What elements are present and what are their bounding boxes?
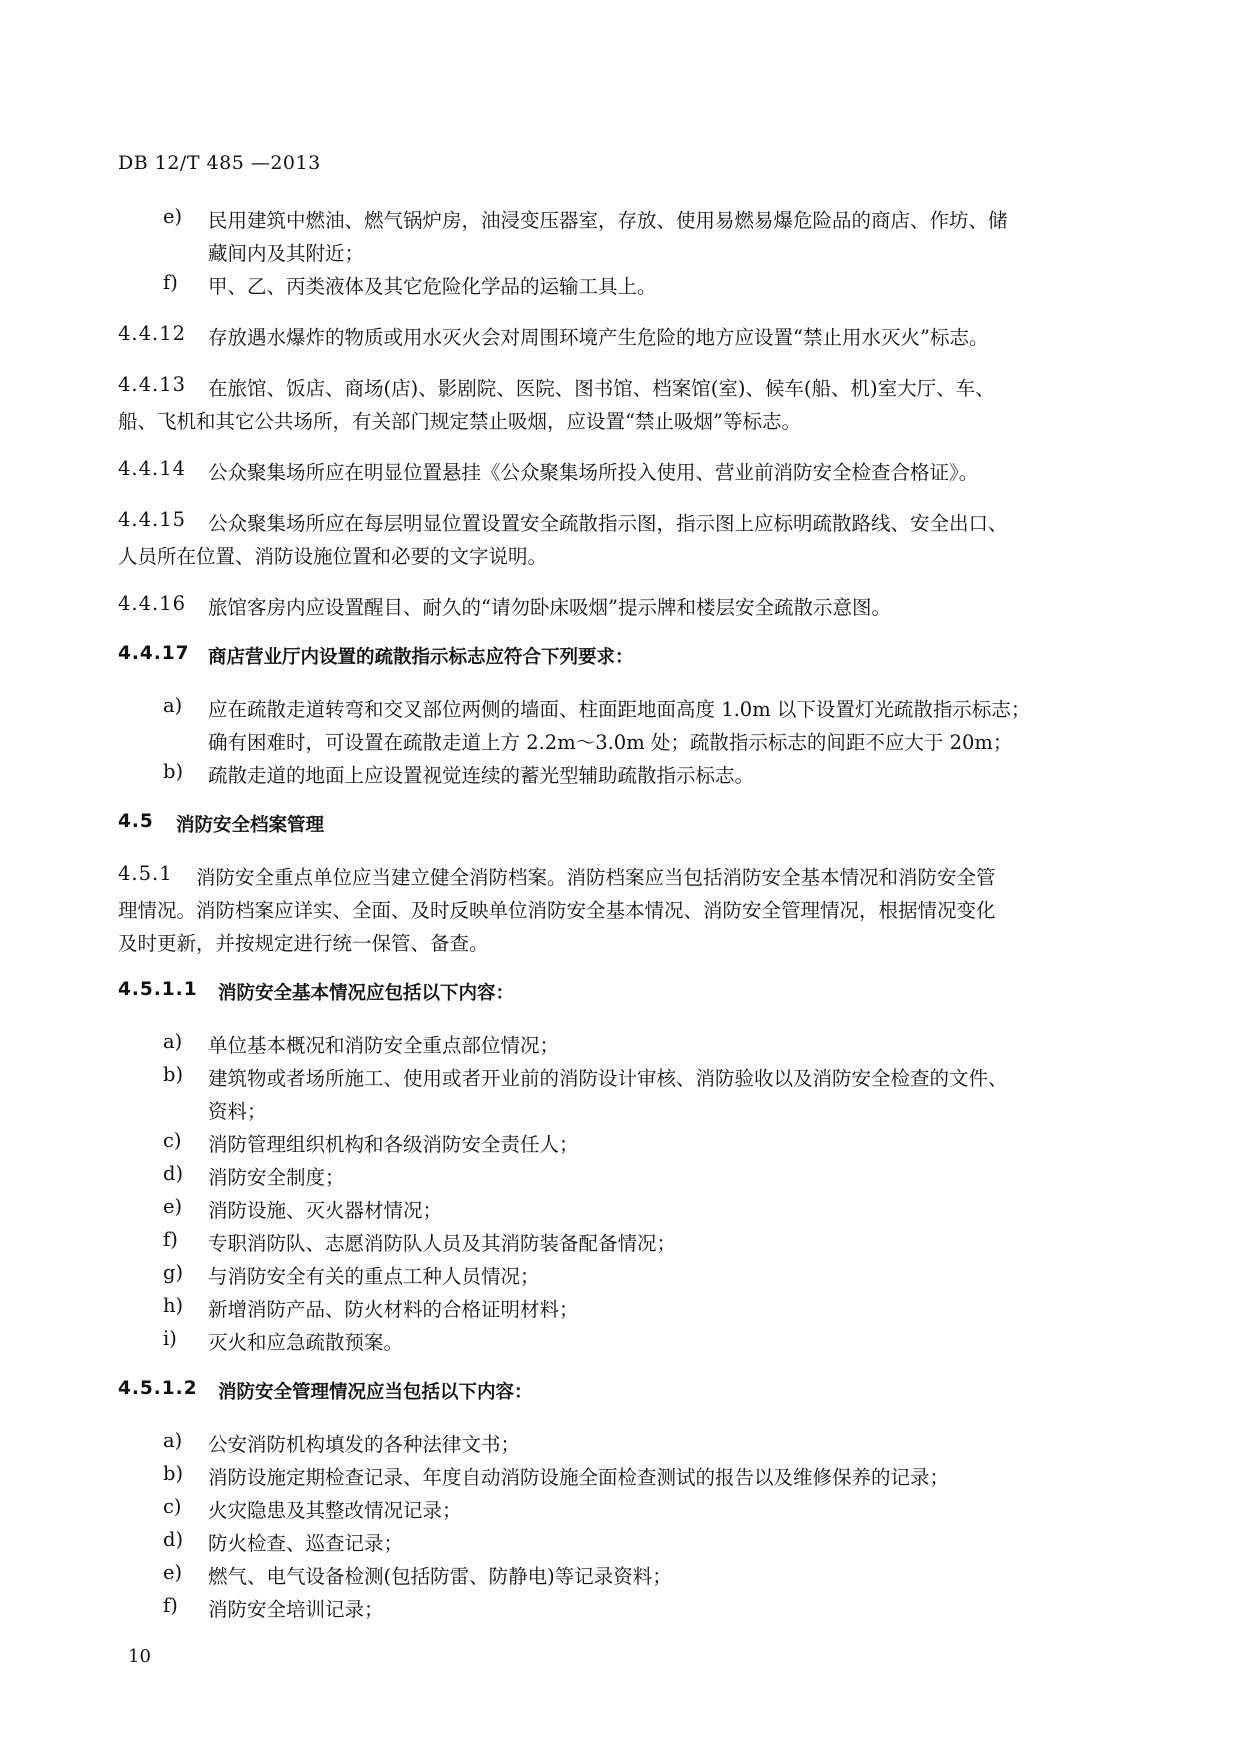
document-id-header: DB 12/T 485 —2013: [118, 152, 321, 174]
list-item-letter: c): [163, 1129, 182, 1152]
clause-text: 在旅馆、饭店、商场(店)、影剧院、医院、图书馆、档案馆(室)、候车(船、机)室大厅、车、: [208, 377, 995, 400]
clause-number: 4.5.1.2: [118, 1378, 198, 1399]
clause-number: 4.4.13: [118, 373, 187, 396]
clause-number: 4.5.1: [118, 862, 173, 885]
clause-text: 消防安全管理情况应当包括以下内容：: [218, 1382, 533, 1403]
clause-text-cont: 理情况。消防档案应详实、全面、及时反映单位消防安全基本情况、消防安全管理情况，根据情况变化: [118, 899, 996, 922]
list-item-text: 应在疏散走道转弯和交叉部位两侧的墙面、柱面距地面高度 1.0m 以下设置灯光疏散指示标志；: [208, 698, 1031, 721]
list-item-text: 消防管理组织机构和各级消防安全责任人；: [208, 1133, 579, 1156]
list-item-letter: b): [163, 760, 184, 783]
list-item-letter: f): [163, 1594, 178, 1617]
list-item-text-cont: 藏间内及其附近；: [208, 242, 365, 265]
list-item-text-cont: 确有困难时，可设置在疏散走道上方 2.2m～3.0m 处；疏散指示标志的间距不应大于 20m；: [208, 731, 1013, 754]
list-item-text: 消防设施定期检查记录、年度自动消防设施全面检查测试的报告以及维修保养的记录；: [208, 1466, 950, 1489]
clause-number: 4.4.12: [118, 322, 187, 345]
list-item-text: 火灾隐患及其整改情况记录；: [208, 1499, 462, 1522]
list-item-letter: b): [163, 1462, 184, 1485]
list-item-letter: e): [163, 205, 183, 228]
list-item-letter: f): [163, 1228, 178, 1251]
list-item-letter: b): [163, 1063, 184, 1086]
list-item-letter: c): [163, 1495, 182, 1518]
clause-number: 4.4.16: [118, 592, 187, 615]
list-item-text: 新增消防产品、防火材料的合格证明材料；: [208, 1298, 579, 1321]
list-item-letter: a): [163, 1429, 183, 1452]
list-item-text: 甲、乙、丙类液体及其它危险化学品的运输工具上。: [208, 275, 657, 298]
list-item-letter: h): [163, 1294, 184, 1317]
list-item-text: 与消防安全有关的重点工种人员情况；: [208, 1265, 540, 1288]
list-item-letter: g): [163, 1261, 184, 1284]
clause-text: 商店营业厅内设置的疏散指示标志应符合下列要求：: [208, 647, 634, 668]
list-item-text: 燃气、电气设备检测(包括防雷、防静电)等记录资料；: [208, 1565, 672, 1588]
clause-text-cont: 船、飞机和其它公共场所，有关部门规定禁止吸烟，应设置“禁止吸烟”等标志。: [118, 410, 801, 433]
list-item-letter: d): [163, 1162, 184, 1185]
list-item-text: 防火检查、巡查记录；: [208, 1532, 404, 1555]
clause-text-cont: 及时更新，并按规定进行统一保管、备查。: [118, 932, 489, 955]
clause-number: 4.4.14: [118, 457, 187, 480]
clause-number: 4.4.15: [118, 508, 187, 531]
clause-text: 旅馆客房内应设置醒目、耐久的“请勿卧床吸烟”提示牌和楼层安全疏散示意图。: [208, 596, 891, 619]
list-item-text: 灭火和应急疏散预案。: [208, 1331, 404, 1354]
list-item-text: 专职消防队、志愿消防队人员及其消防装备配备情况；: [208, 1232, 677, 1255]
list-item-text: 疏散走道的地面上应设置视觉连续的蓄光型辅助疏散指示标志。: [208, 764, 755, 787]
clause-text: 消防安全重点单位应当建立健全消防档案。消防档案应当包括消防安全基本情况和消防安全管: [196, 866, 996, 889]
page-number: 10: [128, 1646, 151, 1667]
list-item-letter: a): [163, 1030, 183, 1053]
list-item-text: 单位基本概况和消防安全重点部位情况；: [208, 1034, 560, 1057]
clause-number: 4.5.1.1: [118, 979, 198, 1000]
section-number: 4.5: [118, 811, 154, 832]
list-item-text: 民用建筑中燃油、燃气锅炉房，油浸变压器室，存放、使用易燃易爆危险品的商店、作坊、储: [208, 209, 1008, 232]
clause-number: 4.4.17: [118, 643, 190, 664]
clause-text: 公众聚集场所应在明显位置悬挂《公众聚集场所投入使用、营业前消防安全检查合格证》。: [208, 461, 979, 484]
list-item-letter: e): [163, 1195, 183, 1218]
clause-text: 存放遇水爆炸的物质或用水灭火会对周围环境产生危险的地方应设置“禁止用水灭火”标志。: [208, 326, 989, 349]
list-item-letter: f): [163, 271, 178, 294]
list-item-text: 消防设施、灭火器材情况；: [208, 1199, 443, 1222]
list-item-letter: a): [163, 694, 183, 717]
list-item-text: 建筑物或者场所施工、使用或者开业前的消防设计审核、消防验收以及消防安全检查的文件、: [208, 1067, 1008, 1090]
list-item-text: 消防安全培训记录；: [208, 1598, 384, 1621]
list-item-letter: e): [163, 1561, 183, 1584]
list-item-text: 消防安全制度；: [208, 1166, 345, 1189]
list-item-letter: i): [163, 1327, 177, 1350]
list-item-letter: d): [163, 1528, 184, 1551]
list-item-text: 公安消防机构填发的各种法律文书；: [208, 1433, 521, 1456]
clause-text-cont: 人员所在位置、消防设施位置和必要的文字说明。: [118, 545, 548, 568]
clause-text: 公众聚集场所应在每层明显位置设置安全疏散指示图，指示图上应标明疏散路线、安全出口、: [208, 512, 1008, 535]
section-title: 消防安全档案管理: [176, 815, 325, 836]
clause-text: 消防安全基本情况应包括以下内容：: [218, 983, 515, 1004]
list-item-text-cont: 资料；: [208, 1100, 267, 1123]
